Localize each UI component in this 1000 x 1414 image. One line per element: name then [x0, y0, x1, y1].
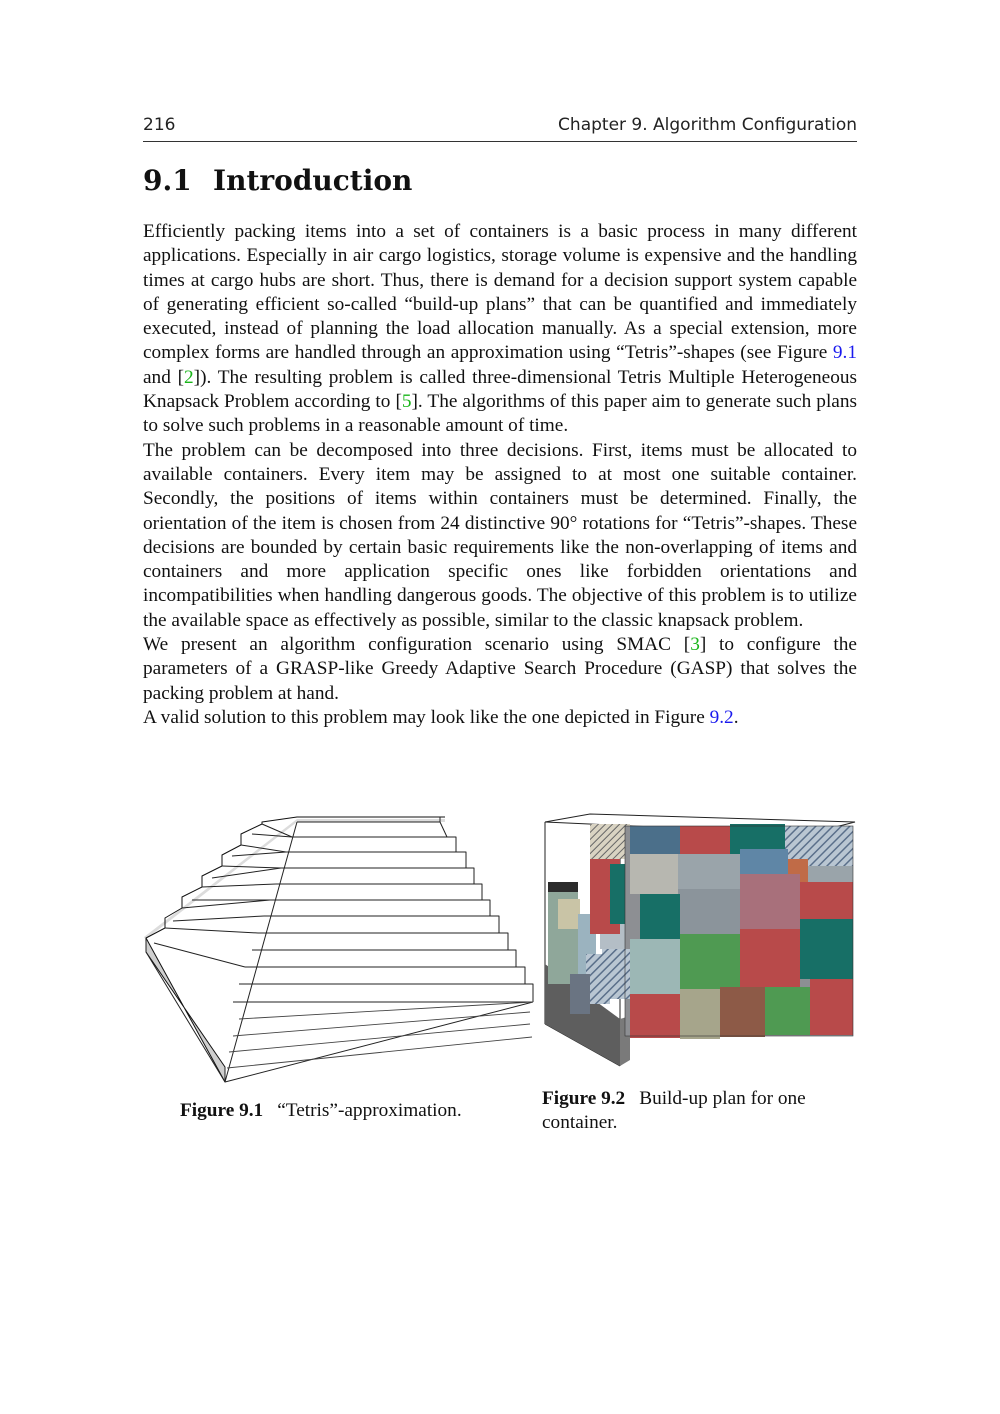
citation-3[interactable]: 3 [690, 634, 700, 656]
p1-text-4: ]. The algorithms of this paper aim to generate such plans to solve such problems in a reasonable amount of time. [143, 391, 858, 437]
figure-9-2-caption [542, 1087, 857, 1135]
tetris-approximation-figure [140, 812, 540, 1088]
figure-9-2-label: Figure 9.2 [542, 1088, 626, 1109]
figure-9-1-text: “Tetris”-approximation. [277, 1100, 462, 1121]
paragraph-1 [143, 220, 857, 439]
p4-text-2: . [733, 706, 739, 728]
figure-ref-9-2[interactable]: 9.2 [709, 706, 734, 728]
body-text [143, 220, 857, 730]
section-title: Introduction [213, 164, 413, 197]
paragraph-4 [143, 706, 857, 730]
section-number: 9.1 [143, 164, 192, 197]
page-number: 216 [143, 115, 176, 135]
p3-text-1: We present an algorithm configuration scenario using SMAC [ [143, 634, 691, 656]
paragraph-3 [143, 633, 857, 706]
paragraph-2: The problem can be decomposed into three decisions. First, items must be allocated to available containers. Every item may be assigned to at most one suitable container. Secondly, the positions of items within containers must be determined. Finally, the orientation of the item is chosen from 24 distinctive 90° rotations for “Tetris”-shapes. These decisions are bounded by certain basic requirements like the non-overlapping of items and containers and more application specific ones like forbidden orientations and incompatibilities when handling dangerous goods. The objective of this problem is to utilize the available space as effectively as possible, similar to the classic knapsack problem. [143, 439, 857, 631]
figure-9-1-label: Figure 9.1 [180, 1100, 264, 1121]
citation-5[interactable]: 5 [401, 391, 412, 413]
p3-text-2: ] to configure the parameters of a GRASP-like Greedy Adaptive Search Procedure (GASP) that solves the packing problem at hand. [143, 634, 857, 704]
running-head [143, 114, 857, 142]
p1-text-2: and [ [143, 366, 185, 388]
p1-text-1: Efficiently packing items into a set of containers is a basic process in many different applications. Especially in air cargo logistics, storage volume is expensive and the handling times at cargo hubs are short. Thus, there is demand for a decision support system capable of generating efficient so-called “build-up plans” that can be quantified and immediately executed, instead of planning the load allocation manually. As a special extension, more complex forms are handled through an approximation using “Tetris”-shapes (see Figure [143, 221, 857, 364]
figure-ref-9-1[interactable]: 9.1 [832, 342, 857, 364]
citation-2[interactable]: 2 [184, 366, 194, 388]
build-up-plan-figure [540, 804, 858, 1076]
chapter-title: Chapter 9. Algorithm Configuration [558, 115, 857, 135]
figure-9-1-caption [180, 1099, 520, 1123]
p4-text-1: A valid solution to this problem may look like the one depicted in Figure [143, 706, 710, 728]
p1-text-3: ]). The resulting problem is called three-dimensional Tetris Multiple Heterogeneous Knapsack Problem according to [ [143, 366, 857, 413]
figure-9-2-text: Build-up plan for one container. [542, 1088, 806, 1133]
section-heading [143, 164, 412, 197]
